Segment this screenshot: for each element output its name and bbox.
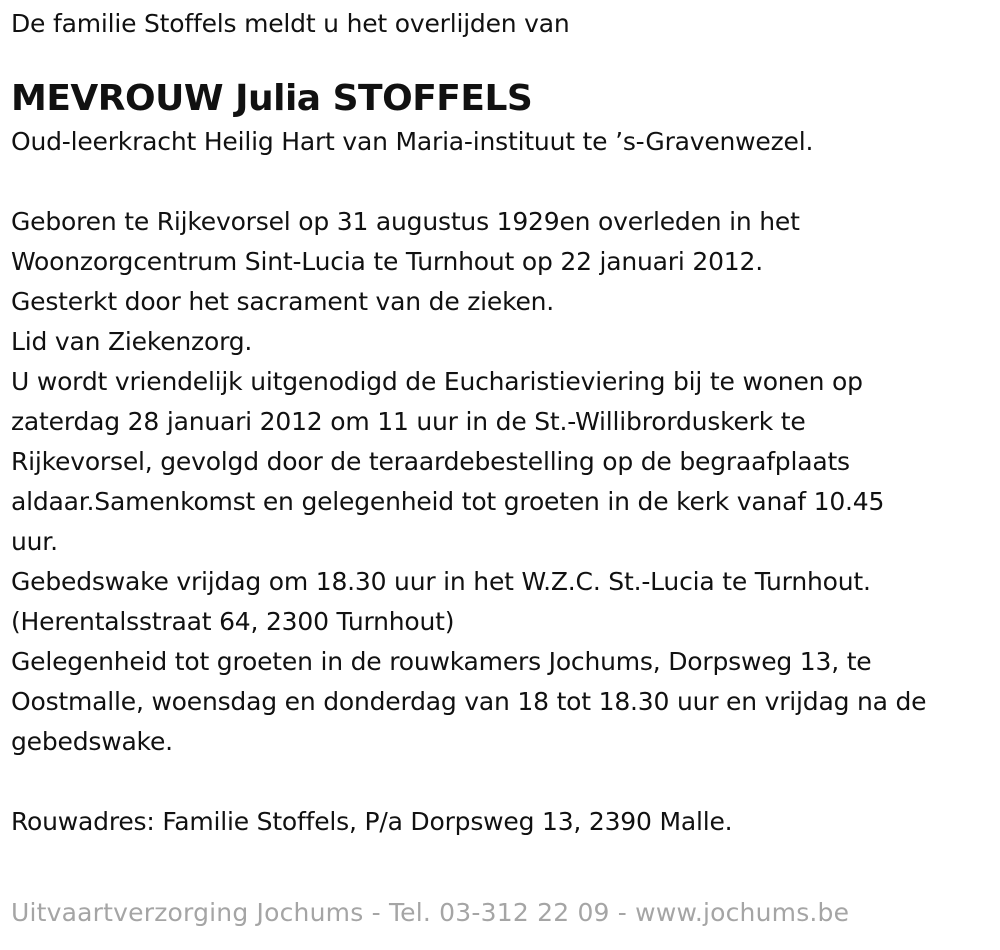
body-line: Geboren te Rijkevorsel op 31 augustus 1929en overleden in het (11, 207, 800, 236)
body-line: gebedswake. (11, 727, 173, 756)
deceased-name: MEVROUW Julia STOFFELS (11, 78, 533, 119)
body-line: Oostmalle, woensdag en donderdag van 18 tot 18.30 uur en vrijdag na de (11, 687, 927, 716)
funeral-home-footer: Uitvaartverzorging Jochums - Tel. 03-312 22 09 - www.jochums.be (11, 898, 850, 927)
spacer (11, 162, 996, 202)
notice-body (11, 202, 996, 762)
death-notice (11, 4, 996, 842)
mourning-address: Rouwadres: Familie Stoffels, P/a Dorpsweg 13, 2390 Malle. (11, 807, 733, 836)
role-line: Oud-leerkracht Heilig Hart van Maria-instituut te ’s-Gravenwezel. (11, 127, 814, 156)
body-line: Lid van Ziekenzorg. (11, 327, 253, 356)
body-line: Gesterkt door het sacrament van de zieken. (11, 287, 555, 316)
spacer (11, 762, 996, 802)
body-line: (Herentalsstraat 64, 2300 Turnhout) (11, 607, 455, 636)
body-line: Woonzorgcentrum Sint-Lucia te Turnhout op 22 januari 2012. (11, 247, 763, 276)
body-line: aldaar.Samenkomst en gelegenheid tot groeten in de kerk vanaf 10.45 (11, 487, 885, 516)
body-line: Gebedswake vrijdag om 18.30 uur in het W.Z.C. St.-Lucia te Turnhout. (11, 567, 871, 596)
intro-line: De familie Stoffels meldt u het overlijden van (11, 9, 570, 38)
body-line: uur. (11, 527, 58, 556)
body-line: Rijkevorsel, gevolgd door de teraardebestelling op de begraafplaats (11, 447, 850, 476)
body-line: Gelegenheid tot groeten in de rouwkamers Jochums, Dorpsweg 13, te (11, 647, 872, 676)
body-line: U wordt vriendelijk uitgenodigd de Eucharistieviering bij te wonen op (11, 367, 863, 396)
body-line: zaterdag 28 januari 2012 om 11 uur in de St.-Willibrorduskerk te (11, 407, 806, 436)
